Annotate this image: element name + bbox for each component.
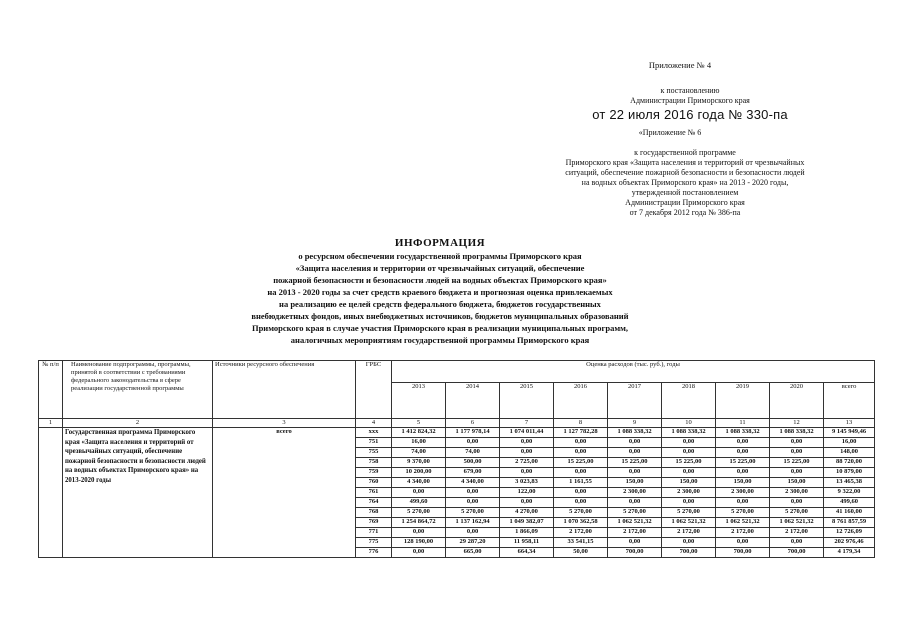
value-cell: 1 177 978,14	[446, 428, 500, 438]
resolution-block	[590, 86, 790, 123]
value-cell: 5 270,00	[662, 508, 716, 518]
program-line: к государственной программе	[634, 148, 736, 157]
column-number: 9	[608, 419, 662, 428]
value-cell: 1 254 864,72	[392, 518, 446, 528]
column-number: 8	[554, 419, 608, 428]
value-cell: 2 725,00	[500, 458, 554, 468]
appendix-label: Приложение № 4	[648, 60, 712, 70]
header-num: № п/п	[39, 361, 63, 419]
value-cell: 0,00	[770, 538, 824, 548]
value-cell: 0,00	[500, 438, 554, 448]
value-cell: 500,00	[446, 458, 500, 468]
value-cell: 1 412 824,32	[392, 428, 446, 438]
value-cell: 1 062 521,32	[716, 518, 770, 528]
value-cell: 0,00	[770, 448, 824, 458]
title-line: внебюджетных фондов, иных внебюджетных источников, бюджетов муниципальных образований	[251, 311, 629, 321]
value-cell: 2 300,00	[608, 488, 662, 498]
resolution-line-1: к постановлению	[660, 86, 720, 95]
value-cell: 5 270,00	[770, 508, 824, 518]
grbs-cell: 751	[356, 438, 392, 448]
grbs-cell: 761	[356, 488, 392, 498]
header-year: 2019	[716, 383, 770, 419]
value-cell: 50,00	[554, 548, 608, 558]
grbs-cell: 775	[356, 538, 392, 548]
value-cell: 1 074 011,44	[500, 428, 554, 438]
value-cell: 0,00	[392, 528, 446, 538]
value-cell: 0,00	[662, 498, 716, 508]
header-year: 2013	[392, 383, 446, 419]
value-cell: 15 225,00	[662, 458, 716, 468]
value-cell: 700,00	[770, 548, 824, 558]
value-cell: 29 287,20	[446, 538, 500, 548]
value-cell: 74,00	[446, 448, 500, 458]
total-cell: 41 160,00	[824, 508, 875, 518]
header-source: Источники ресурсного обеспечения	[213, 361, 356, 419]
value-cell: 2 300,00	[770, 488, 824, 498]
value-cell: 150,00	[770, 478, 824, 488]
total-cell: 13 465,38	[824, 478, 875, 488]
value-cell: 0,00	[500, 498, 554, 508]
total-cell: 9 145 949,46	[824, 428, 875, 438]
total-cell: 16,00	[824, 438, 875, 448]
total-cell: 8 761 857,59	[824, 518, 875, 528]
value-cell: 16,00	[392, 438, 446, 448]
column-number: 2	[63, 419, 213, 428]
value-cell: 33 541,15	[554, 538, 608, 548]
column-number: 11	[716, 419, 770, 428]
value-cell: 2 172,00	[770, 528, 824, 538]
value-cell: 0,00	[392, 488, 446, 498]
value-cell: 122,00	[500, 488, 554, 498]
resolution-date: от 22 июля 2016 года № 330-па	[592, 107, 788, 122]
appendix-6-label: «Приложение № 6	[638, 128, 702, 137]
value-cell: 2 172,00	[554, 528, 608, 538]
value-cell: 15 225,00	[608, 458, 662, 468]
program-line: от 7 декабря 2012 года № 386-па	[629, 208, 741, 217]
value-cell: 0,00	[716, 468, 770, 478]
column-number: 12	[770, 419, 824, 428]
title-line: аналогичных мероприятиям государственной программы Приморского края	[290, 335, 590, 345]
value-cell: 0,00	[608, 498, 662, 508]
value-cell: 2 172,00	[716, 528, 770, 538]
value-cell: 700,00	[716, 548, 770, 558]
value-cell: 0,00	[554, 448, 608, 458]
value-cell: 1 161,55	[554, 478, 608, 488]
value-cell: 0,00	[608, 468, 662, 478]
value-cell: 0,00	[716, 538, 770, 548]
value-cell: 11 958,11	[500, 538, 554, 548]
resolution-line-2: Администрации Приморского края	[630, 96, 750, 105]
value-cell: 15 225,00	[770, 458, 824, 468]
header-name: Наименование подпрограммы, программы, принятой в соответствии с требованиями федерального законодательства в сфере реализации государственной программы	[63, 361, 213, 419]
value-cell: 1 070 362,58	[554, 518, 608, 528]
value-cell: 0,00	[770, 498, 824, 508]
column-number: 13	[824, 419, 875, 428]
value-cell: 1 049 382,07	[500, 518, 554, 528]
table-row	[39, 428, 875, 438]
grbs-cell: 769	[356, 518, 392, 528]
document-title-block	[160, 237, 720, 346]
value-cell: 2 172,00	[608, 528, 662, 538]
column-number: 5	[392, 419, 446, 428]
value-cell: 0,00	[608, 538, 662, 548]
value-cell: 700,00	[608, 548, 662, 558]
value-cell: 1 088 338,32	[716, 428, 770, 438]
value-cell: 664,34	[500, 548, 554, 558]
value-cell: 15 225,00	[716, 458, 770, 468]
grbs-cell: 768	[356, 508, 392, 518]
value-cell: 1 866,09	[500, 528, 554, 538]
header-grbs: ГРБС	[356, 361, 392, 419]
value-cell: 5 270,00	[392, 508, 446, 518]
value-cell: 700,00	[662, 548, 716, 558]
column-number-row	[39, 419, 875, 428]
column-number: 1	[39, 419, 63, 428]
value-cell: 0,00	[770, 468, 824, 478]
total-cell: 148,00	[824, 448, 875, 458]
header-year: 2015	[500, 383, 554, 419]
title-line: Приморского края в случае участия Приморского края в реализации муниципальных программ,	[251, 323, 629, 333]
value-cell: 1 127 782,28	[554, 428, 608, 438]
value-cell: 0,00	[662, 438, 716, 448]
total-cell: 88 720,00	[824, 458, 875, 468]
grbs-cell: 759	[356, 468, 392, 478]
value-cell: 0,00	[446, 498, 500, 508]
value-cell: 4 270,00	[500, 508, 554, 518]
value-cell: 2 300,00	[662, 488, 716, 498]
value-cell: 0,00	[662, 538, 716, 548]
header-year: 2018	[662, 383, 716, 419]
value-cell: 499,60	[392, 498, 446, 508]
value-cell: 0,00	[446, 528, 500, 538]
row-number-cell	[39, 428, 63, 558]
column-number: 7	[500, 419, 554, 428]
value-cell: 0,00	[608, 438, 662, 448]
program-line: Администрации Приморского края	[625, 198, 745, 207]
value-cell: 5 270,00	[608, 508, 662, 518]
value-cell: 0,00	[554, 488, 608, 498]
value-cell: 0,00	[716, 448, 770, 458]
value-cell: 0,00	[554, 498, 608, 508]
value-cell: 4 340,00	[392, 478, 446, 488]
value-cell: 3 023,83	[500, 478, 554, 488]
grbs-cell: 760	[356, 478, 392, 488]
column-number: 10	[662, 419, 716, 428]
value-cell: 679,00	[446, 468, 500, 478]
grbs-cell: ххх	[356, 428, 392, 438]
value-cell: 0,00	[446, 488, 500, 498]
value-cell: 0,00	[554, 468, 608, 478]
total-cell: 12 726,09	[824, 528, 875, 538]
grbs-cell: 758	[356, 458, 392, 468]
value-cell: 5 270,00	[446, 508, 500, 518]
value-cell: 4 340,00	[446, 478, 500, 488]
value-cell: 5 270,00	[554, 508, 608, 518]
value-cell: 0,00	[500, 448, 554, 458]
title-line: на 2013 - 2020 годы за счет средств краевого бюджета и прогнозная оценка привлекаемых	[267, 287, 613, 297]
program-line: ситуаций, обеспечение пожарной безопасности и безопасности людей	[565, 168, 805, 177]
program-name-cell: Государственная программа Приморского края «Защита населения и территорий от чрезвычайных ситуаций, обеспечение пожарной безопасности и безопасности людей на водных объектах Приморского края» на 2013-2020 годы	[63, 428, 213, 558]
value-cell: 0,00	[716, 498, 770, 508]
value-cell: 1 137 162,94	[446, 518, 500, 528]
grbs-cell: 755	[356, 448, 392, 458]
document-title: ИНФОРМАЦИЯ	[394, 237, 486, 249]
value-cell: 1 088 338,32	[770, 428, 824, 438]
value-cell: 0,00	[500, 468, 554, 478]
column-number: 6	[446, 419, 500, 428]
value-cell: 0,00	[770, 438, 824, 448]
program-line: на водных объектах Приморского края» на 2013 - 2020 годы,	[581, 178, 789, 187]
header-year: 2016	[554, 383, 608, 419]
value-cell: 15 225,00	[554, 458, 608, 468]
value-cell: 1 062 521,32	[662, 518, 716, 528]
value-cell: 9 370,00	[392, 458, 446, 468]
value-cell: 128 190,00	[392, 538, 446, 548]
header-year: 2014	[446, 383, 500, 419]
value-cell: 1 062 521,32	[608, 518, 662, 528]
value-cell: 0,00	[446, 438, 500, 448]
value-cell: 2 172,00	[662, 528, 716, 538]
value-cell: 0,00	[662, 468, 716, 478]
column-number: 4	[356, 419, 392, 428]
value-cell: 150,00	[662, 478, 716, 488]
value-cell: 1 088 338,32	[608, 428, 662, 438]
total-cell: 4 179,34	[824, 548, 875, 558]
program-reference-block	[535, 148, 835, 218]
title-line: о ресурсном обеспечении государственной программы Приморского края	[298, 251, 582, 261]
total-cell: 10 879,00	[824, 468, 875, 478]
grbs-cell: 764	[356, 498, 392, 508]
value-cell: 150,00	[608, 478, 662, 488]
total-cell: 202 976,46	[824, 538, 875, 548]
grbs-cell: 776	[356, 548, 392, 558]
total-cell: 499,60	[824, 498, 875, 508]
value-cell: 0,00	[392, 548, 446, 558]
title-line: «Защита населения и территории от чрезвычайных ситуаций, обеспечение	[295, 263, 585, 273]
value-cell: 2 300,00	[716, 488, 770, 498]
value-cell: 1 088 338,32	[662, 428, 716, 438]
value-cell: 10 200,00	[392, 468, 446, 478]
header-year: 2020	[770, 383, 824, 419]
title-line: на реализацию ее целей средств федерального бюджета, бюджетов государственных	[279, 299, 601, 309]
header-estimate: Оценка расходов (тыс. руб.), годы	[392, 361, 875, 383]
total-cell: 9 322,00	[824, 488, 875, 498]
resource-table	[38, 360, 875, 558]
value-cell: 150,00	[716, 478, 770, 488]
program-line: Приморского края «Защита населения и территорий от чрезвычайных	[565, 158, 805, 167]
value-cell: 665,00	[446, 548, 500, 558]
header-total: всего	[824, 383, 875, 419]
value-cell: 1 062 521,32	[770, 518, 824, 528]
header-year: 2017	[608, 383, 662, 419]
title-line: пожарной безопасности и безопасности людей на водных объектах Приморского края»	[273, 275, 607, 285]
value-cell: 0,00	[554, 438, 608, 448]
value-cell: 0,00	[608, 448, 662, 458]
program-line: утвержденной постановлением	[631, 188, 739, 197]
source-cell: всего	[213, 428, 356, 558]
value-cell: 74,00	[392, 448, 446, 458]
value-cell: 5 270,00	[716, 508, 770, 518]
value-cell: 0,00	[716, 438, 770, 448]
value-cell: 0,00	[662, 448, 716, 458]
column-number: 3	[213, 419, 356, 428]
grbs-cell: 771	[356, 528, 392, 538]
